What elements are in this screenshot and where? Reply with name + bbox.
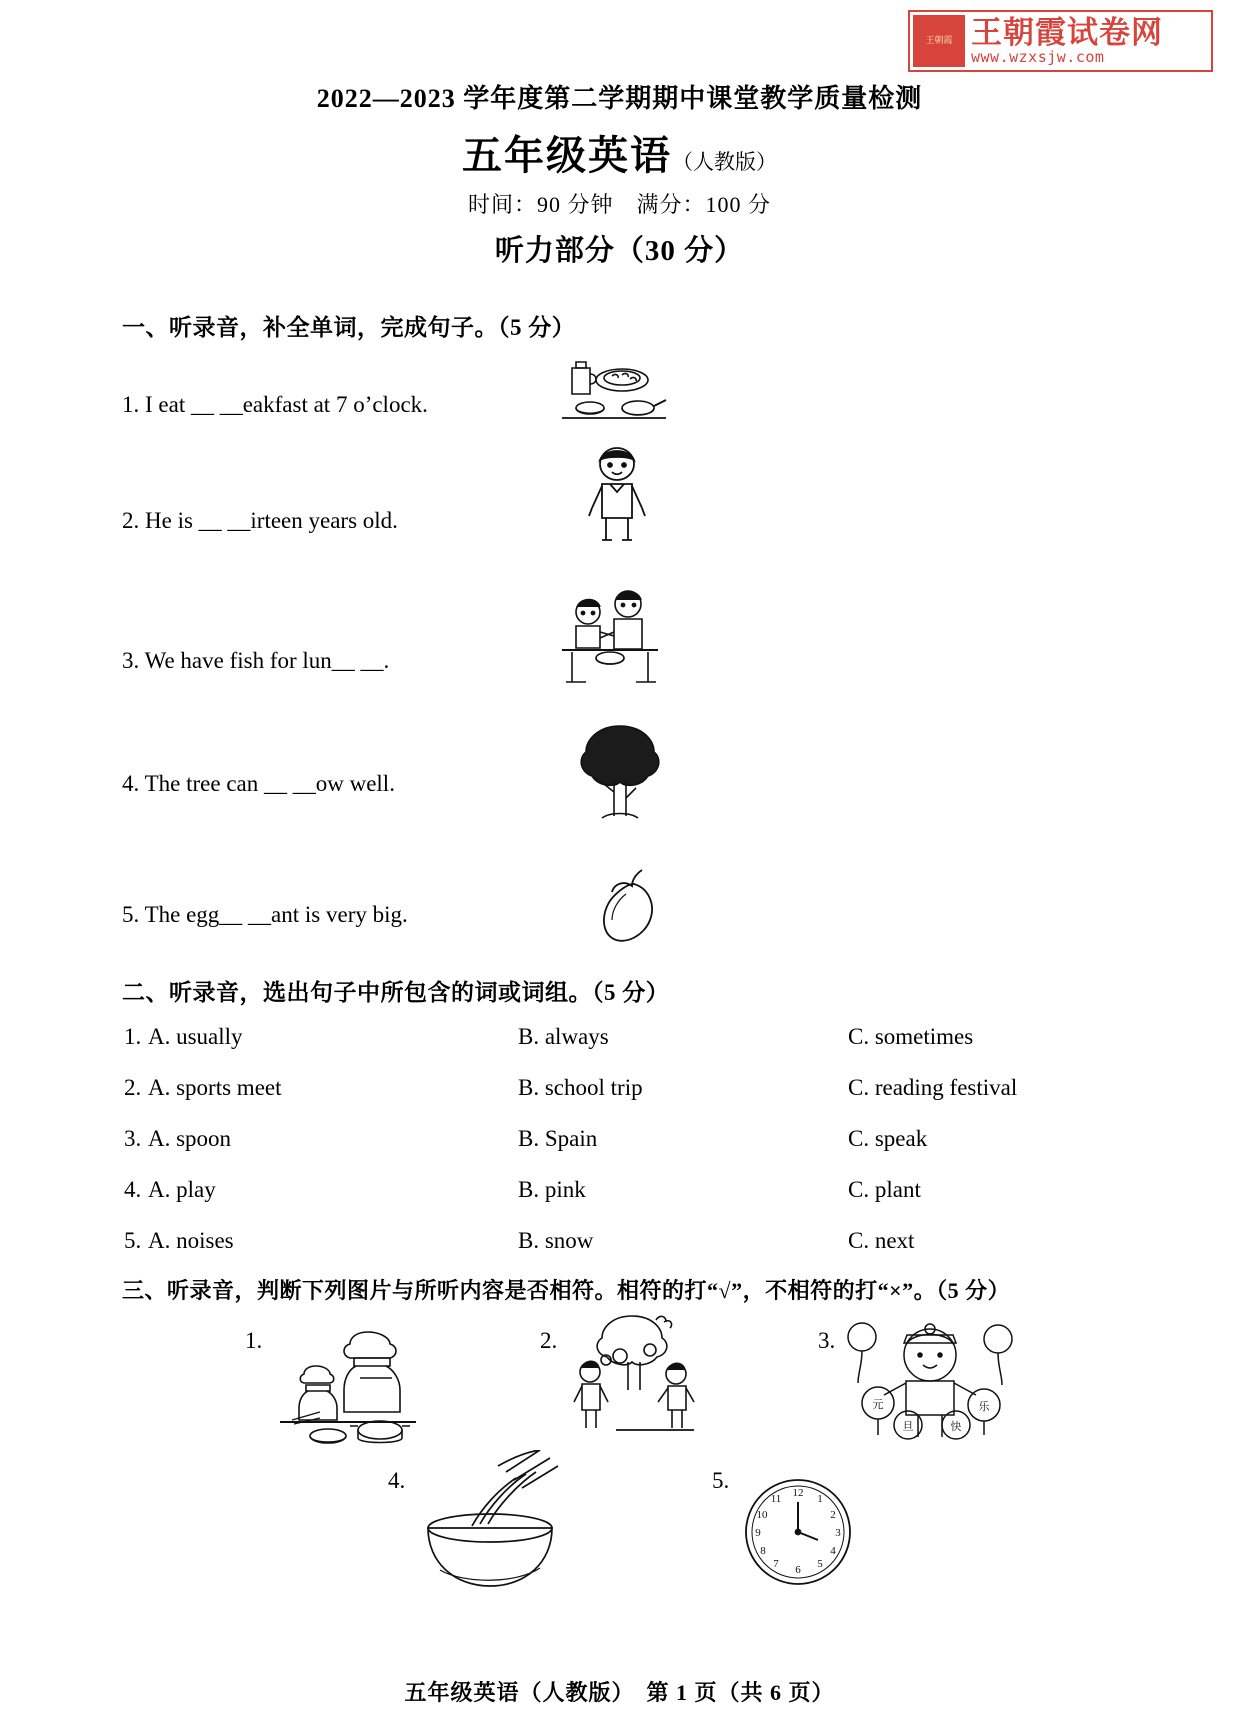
svg-text:8: 8	[760, 1545, 766, 1557]
svg-text:5: 5	[817, 1558, 823, 1570]
part2-heading: 二、听录音，选出句子中所包含的词或词组。（5 分）	[122, 980, 670, 1005]
part2-row-4-num: 4.	[124, 1177, 142, 1202]
part1-item-5	[122, 902, 408, 928]
svg-text:7: 7	[773, 1558, 779, 1570]
svg-text:4: 4	[830, 1545, 836, 1557]
part2-row-5-option-c[interactable]: C. next	[848, 1228, 915, 1253]
svg-text:乐: 乐	[978, 1401, 990, 1413]
part2-row-1-option-a[interactable]: A. usually	[148, 1024, 243, 1049]
part3-item-4-num: 4.	[388, 1468, 406, 1493]
part3-item-2-num: 2.	[540, 1328, 558, 1353]
exam-header-line: 2022—2023 学年度第二学期期中课堂教学质量检测	[316, 84, 923, 113]
page-title	[0, 124, 1239, 181]
svg-text:快: 快	[950, 1421, 962, 1433]
part1-heading: 一、听录音，补全单词，完成句子。（5 分）	[122, 315, 576, 340]
part1-item-4	[122, 771, 395, 797]
svg-text:6: 6	[795, 1564, 801, 1576]
part2-row-5-num: 5.	[124, 1228, 142, 1253]
svg-text:10: 10	[756, 1509, 768, 1521]
eggplant-icon	[582, 860, 672, 955]
part2-row-2-option-c[interactable]: C. reading festival	[848, 1075, 1018, 1100]
part1-item-1-num: 1.	[122, 392, 140, 417]
part2-row-4-option-a[interactable]: A. play	[148, 1177, 216, 1202]
part2-row-2-option-a[interactable]: A. sports meet	[148, 1075, 282, 1100]
part3-item-5-num: 5.	[712, 1468, 730, 1493]
part2-row-4-option-c[interactable]: C. plant	[848, 1177, 921, 1202]
svg-text:12: 12	[792, 1487, 804, 1499]
part2-row-1-option-c[interactable]: C. sometimes	[848, 1024, 974, 1049]
exam-version: （人教版）	[672, 150, 777, 174]
logo-title: 王朝霞试卷网	[971, 15, 1163, 50]
part1-item-4-text: The tree can __ __ow well.	[144, 771, 395, 796]
part1-item-3-num: 3.	[122, 648, 140, 673]
part3-item-3-num: 3.	[818, 1328, 836, 1353]
svg-text:旦: 旦	[902, 1421, 914, 1433]
part2-row-4-option-b[interactable]: B. pink	[518, 1177, 586, 1202]
part2-row-1-option-b[interactable]: B. always	[518, 1024, 609, 1049]
part1-item-2-num: 2.	[122, 508, 140, 533]
logo-text-block	[965, 16, 1163, 66]
part1-item-1	[122, 392, 428, 418]
part1-item-2-text: He is __ __irteen years old.	[145, 508, 398, 533]
part1-item-2	[122, 508, 398, 534]
family-eating-icon	[552, 588, 667, 693]
children-tree-icon	[560, 1310, 710, 1450]
svg-text:3: 3	[835, 1527, 841, 1539]
part1-item-4-num: 4.	[122, 771, 140, 796]
part2-row-3-option-b[interactable]: B. Spain	[518, 1126, 598, 1151]
exam-meta: 时间：90 分钟 满分：100 分	[467, 192, 771, 217]
part1-item-5-num: 5.	[122, 902, 140, 927]
site-logo	[908, 10, 1213, 72]
logo-url: www.wzxsjw.com	[971, 48, 1105, 66]
svg-text:2: 2	[830, 1509, 836, 1521]
breakfast-tray-icon	[560, 352, 670, 432]
svg-text:11: 11	[770, 1493, 782, 1505]
boy-icon	[572, 442, 662, 552]
tree-icon	[570, 720, 670, 825]
listening-section-heading: 听力部分（30 分）	[494, 235, 745, 267]
part1-item-1-text: I eat __ __eakfast at 7 o’clock.	[145, 392, 428, 417]
part2-row-5-option-a[interactable]: A. noises	[148, 1228, 234, 1253]
part2-row-2-option-b[interactable]: B. school trip	[518, 1075, 643, 1100]
svg-text:元: 元	[872, 1399, 884, 1411]
page-footer: 五年级英语（人教版） 第 1 页（共 6 页）	[404, 1680, 835, 1705]
clock-icon	[738, 1470, 858, 1595]
part3-item-1-num: 1.	[245, 1328, 263, 1353]
part2-row-5-option-b[interactable]: B. snow	[518, 1228, 594, 1253]
svg-text:9: 9	[755, 1527, 761, 1539]
cooking-icon	[272, 1320, 422, 1450]
part3-heading: 三、听录音，判断下列图片与所听内容是否相符。相符的打“√”，不相符的打“×”。（5 分）	[122, 1278, 1011, 1303]
part2-row-2-num: 2.	[124, 1075, 142, 1100]
part2-row-1-num: 1.	[124, 1024, 142, 1049]
part1-item-3	[122, 648, 389, 674]
part2-row-3-num: 3.	[124, 1126, 142, 1151]
part2-row-3-option-c[interactable]: C. speak	[848, 1126, 928, 1151]
new-year-balloons-icon	[838, 1305, 1023, 1450]
seal-icon: 王朝霞	[913, 15, 965, 67]
part2-row-3-option-a[interactable]: A. spoon	[148, 1126, 232, 1151]
exam-subject: 五年级英语	[462, 133, 672, 178]
noodles-bowl-icon	[410, 1450, 590, 1600]
svg-text:1: 1	[817, 1493, 823, 1505]
part1-item-3-text: We have fish for lun__ __.	[144, 648, 390, 673]
part1-item-5-text: The egg__ __ant is very big.	[144, 902, 408, 927]
